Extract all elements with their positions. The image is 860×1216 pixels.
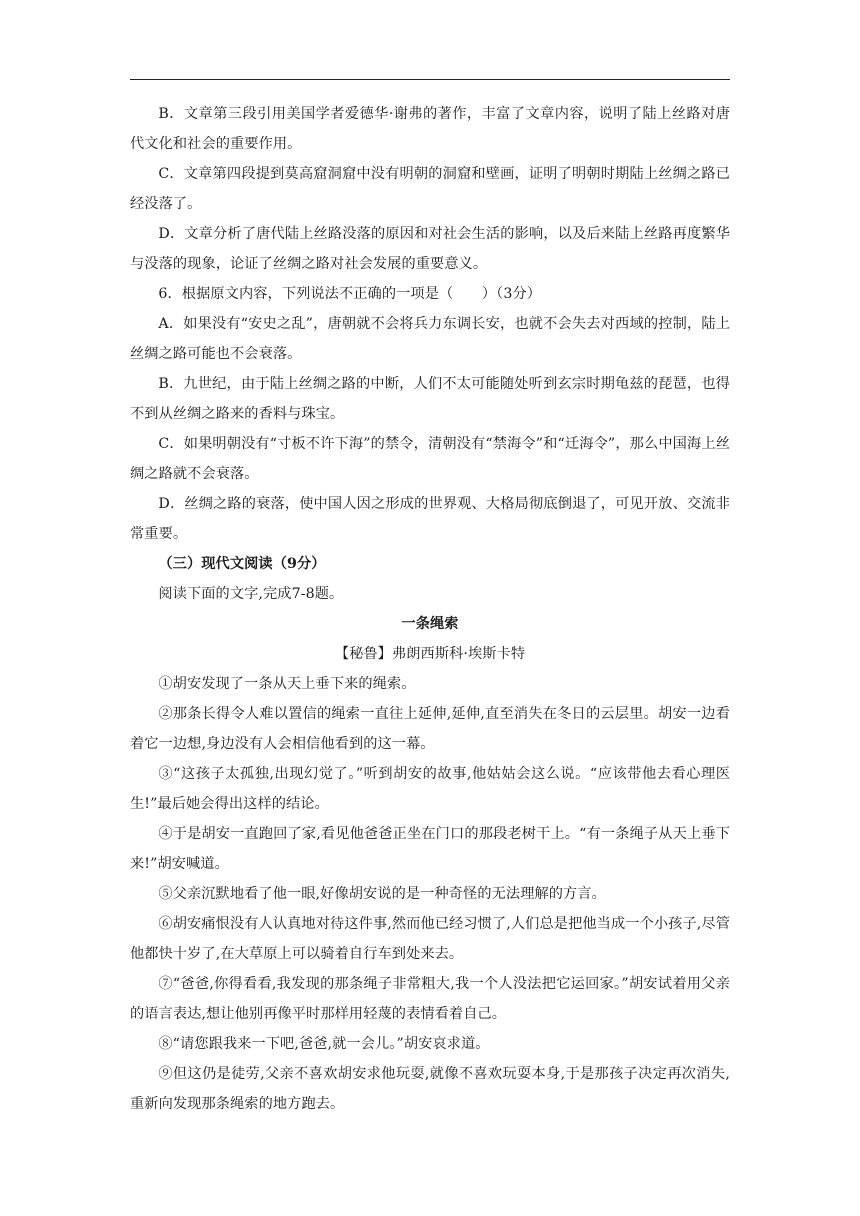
option-c-paragraph: C．文章第四段提到莫高窟洞窟中没有明朝的洞窟和壁画，证明了明朝时期陆上丝绸之路已经没落了。 bbox=[130, 166, 730, 212]
header-rule bbox=[130, 79, 730, 80]
option-b-paragraph: B．文章第三段引用美国学者爱德华·谢弗的著作，丰富了文章内容，说明了陆上丝路对唐代文化和社会的重要作用。 bbox=[130, 106, 730, 152]
q6-option-a: A．如果没有“安史之乱”，唐朝就不会将兵力东调长安，也就不会失去对西域的控制，陆上丝绸之路可能也不会衰落。 bbox=[130, 316, 730, 362]
question-6: 6．根据原文内容，下列说法不正确的一项是（ ）（3分） bbox=[158, 286, 542, 302]
story-paragraph: ⑤父亲沉默地看了他一眼,好像胡安说的是一种奇怪的无法理解的方言。 bbox=[158, 886, 606, 902]
story-paragraph: ⑧“请您跟我来一下吧,爸爸,就一会儿。”胡安哀求道。 bbox=[158, 1036, 490, 1052]
section-heading: （三）现代文阅读（9分） bbox=[158, 556, 326, 572]
q6-option-c: C．如果明朝没有“寸板不许下海”的禁令，清朝没有“禁海令”和“迁海令”，那么中国海上丝绸之路就不会衰落。 bbox=[130, 436, 730, 482]
reading-instruction: 阅读下面的文字,完成7-8题。 bbox=[158, 586, 344, 602]
story-paragraph: ⑥胡安痛恨没有人认真地对待这件事,然而他已经习惯了,人们总是把他当成一个小孩子,尽管他都快十岁了,在大草原上可以骑着自行车到处来去。 bbox=[130, 916, 730, 962]
story-paragraph: ⑦“爸爸,你得看看,我发现的那条绳子非常粗大,我一个人没法把它运回家。”胡安试着用父亲的语言表达,想让他别再像平时那样用轻蔑的表情看着自己。 bbox=[130, 976, 730, 1022]
option-d-paragraph: D．文章分析了唐代陆上丝路没落的原因和对社会生活的影响，以及后来陆上丝路再度繁华与没落的现象，论证了丝绸之路对社会发展的重要意义。 bbox=[130, 226, 730, 272]
story-paragraph: ③“这孩子太孤独,出现幻觉了。”听到胡安的故事,他姑姑会这么说。“应该带他去看心理医生!”最后她会得出这样的结论。 bbox=[130, 766, 730, 812]
story-title: 一条绳索 bbox=[401, 616, 459, 632]
story-paragraph: ⑨但这仍是徒劳,父亲不喜欢胡安求他玩耍,就像不喜欢玩耍本身,于是那孩子决定再次消失,重新向发现那条绳索的地方跑去。 bbox=[130, 1066, 730, 1112]
story-paragraph: ①胡安发现了一条从天上垂下来的绳索。 bbox=[158, 676, 416, 692]
story-paragraph: ②那条长得令人难以置信的绳索一直往上延伸,延伸,直至消失在冬日的云层里。胡安一边看着它一边想,身边没有人会相信他看到的这一幕。 bbox=[130, 706, 730, 752]
story-paragraph: ④于是胡安一直跑回了家,看见他爸爸正坐在门口的那段老树干上。“有一条绳子从天上垂下来!”胡安喊道。 bbox=[130, 826, 730, 872]
q6-option-b: B．九世纪，由于陆上丝绸之路的中断，人们不太可能随处听到玄宗时期龟兹的琵琶，也得不到从丝绸之路来的香料与珠宝。 bbox=[130, 376, 730, 422]
story-author: 【秘鲁】弗朗西斯科·埃斯卡特 bbox=[334, 646, 526, 662]
q6-option-d: D．丝绸之路的衰落，使中国人因之形成的世界观、大格局彻底倒退了，可见开放、交流非常重要。 bbox=[130, 496, 730, 542]
page-content bbox=[130, 99, 730, 1119]
